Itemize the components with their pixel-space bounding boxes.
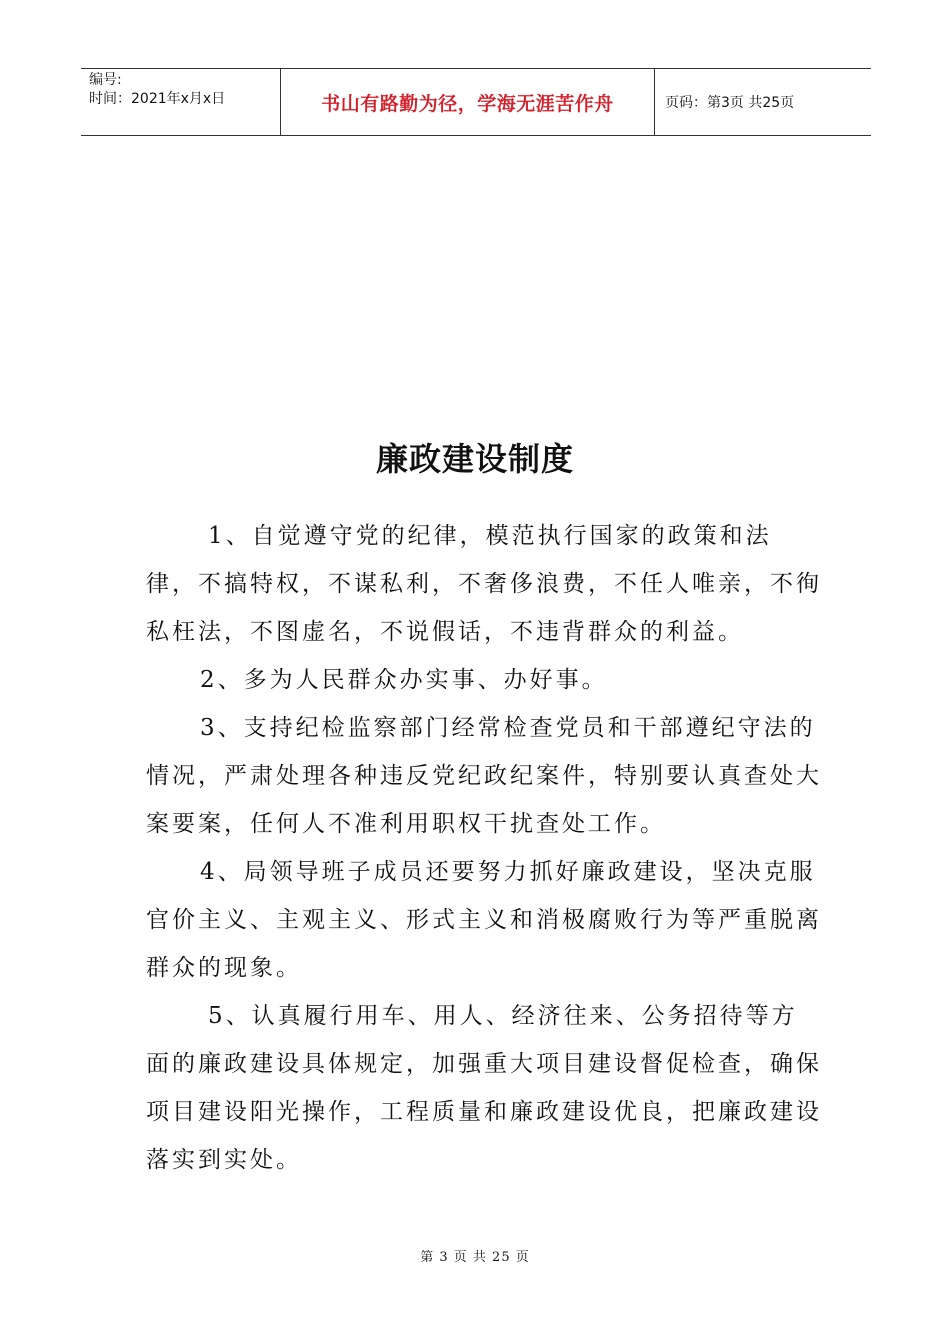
paragraph-4: 4、局领导班子成员还要努力抓好廉政建设，坚决克服官价主义、主观主义、形式主义和消极腐败行为等严重脱离群众的现象。 xyxy=(146,859,822,981)
header-page-info: 页码：第3页 共25页 xyxy=(665,95,795,111)
document-body xyxy=(146,512,822,1184)
paragraph-2: 2、多为人民群众办实事、办好事。 xyxy=(200,667,608,693)
header-motto: 书山有路勤为径，学海无涯苦作舟 xyxy=(281,69,655,135)
paragraph-1: 1、自觉遵守党的纪律，模范执行国家的政策和法律，不搞特权，不谋私利，不奢侈浪费，不任人唯亲，不徇私枉法，不图虚名，不说假话，不违背群众的利益。 xyxy=(146,523,822,645)
document-title: 廉政建设制度 xyxy=(375,440,574,478)
page-footer: 第 3 页 共 25 页 xyxy=(420,1250,530,1265)
paragraph-5: 5、认真履行用车、用人、经济往来、公务招待等方面的廉政建设具体规定，加强重大项目建设督促检查，确保项目建设阳光操作，工程质量和廉政建设优良，把廉政建设落实到实处。 xyxy=(146,1003,822,1173)
number-label: 编号: xyxy=(89,72,122,88)
header-meta xyxy=(81,69,281,135)
date-label: 时间：2021年x月x日 xyxy=(89,91,226,107)
page-header xyxy=(81,68,871,136)
paragraph-3: 3、支持纪检监察部门经常检查党员和干部遵纪守法的情况，严肃处理各种违反党纪政纪案件，特别要认真查处大案要案，任何人不准利用职权干扰查处工作。 xyxy=(146,715,822,837)
